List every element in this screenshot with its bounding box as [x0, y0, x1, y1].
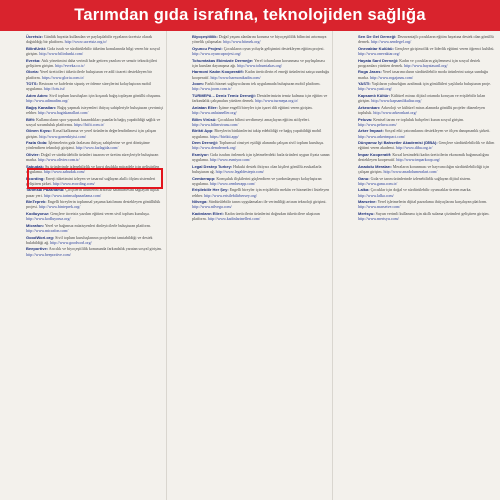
- entry-url[interactable]: http://www.micrafon.com/: [26, 227, 69, 233]
- entry-url[interactable]: http://www.bilimvirusu.com/: [192, 121, 239, 127]
- entry-name: Mertsyu:: [358, 210, 375, 216]
- entry-url[interactable]: http://www.ucretsiz.org.tr/: [64, 39, 107, 45]
- entry-name: Esmiyor:: [192, 151, 210, 157]
- directory-entry: [192, 128, 330, 138]
- directory-entry: [26, 140, 164, 150]
- entry-name: YASTI:: [358, 81, 371, 87]
- entry-description: Bireylerin birikimlerini takip edebildiği ve bağış yapabildiği mobil uygulama.: [192, 128, 322, 139]
- directory-entry: [26, 81, 164, 91]
- entry-name: Kadınların Elleri:: [192, 210, 224, 216]
- columns: [0, 31, 500, 500]
- column-2: [166, 31, 332, 500]
- entry-description: Yerel tohumların korunması ve paylaşılması için kurulan dayanışma ağı.: [192, 57, 325, 68]
- entry-name: Tarımsal Pazarlama:: [26, 187, 65, 193]
- highlight-box: [27, 168, 163, 189]
- entry-url[interactable]: http://www.rogajasns.com/: [370, 74, 414, 80]
- entry-url[interactable]: http://www.olivier.com.tr/: [38, 157, 80, 163]
- entry-name: Erişilebilir Her Şey:: [192, 187, 229, 193]
- entry-url[interactable]: http://www.bilirdunki.com/: [39, 51, 84, 56]
- directory-entry: [358, 199, 496, 209]
- entry-url[interactable]: http://www.arkerimpact.com/: [358, 133, 406, 139]
- entry-description: Denizlerimizin temiz kalması için eğitim ve farkındalık çalışmaları yürüten dernek.: [192, 92, 328, 104]
- entry-description: Arıcılık ve biyoçeşitlilik konusunda farkındalık yaratan sosyal girişim.: [48, 246, 162, 252]
- directory-entry: [192, 93, 330, 103]
- entry-description: Kullanıcıların spor yaparak kazandıkları puanlarla bağış yapabildiği sağlık ve sosyal sorumluluk platformu.: [26, 116, 161, 127]
- entry-description: Kadın üreticilerin ürünlerini doğrudan tüketicilere ulaştıran platform.: [192, 210, 320, 222]
- entry-url[interactable]: http://www.goodworl.org/: [50, 239, 92, 245]
- entry-url[interactable]: http://www.arkeonkari.org/: [373, 109, 417, 115]
- entry-description: Kırsal kalkınma ve yerel ürünlerin değerlendirilmesi için çalışan girişim.: [26, 128, 156, 139]
- entry-name: Gönen Kıyısı:: [26, 128, 52, 134]
- entry-name: Peluva:: [358, 116, 373, 122]
- entry-url[interactable]: http://www.marsetve.com/: [358, 204, 401, 210]
- entry-description: Sürdürülebilir tarım uygulamaları ile verimliliği artıran teknoloji girişimi.: [208, 199, 327, 205]
- entry-name: Dem Derneği:: [192, 140, 219, 146]
- entry-description: Arkeoloji ve kültürel miras alanında gönüllü projeler düzenleyen topluluk.: [358, 104, 485, 115]
- entry-name: Anlatan Eller:: [192, 104, 218, 110]
- entry-name: Oyuncu Projesi:: [192, 45, 223, 51]
- directory-entry: [26, 211, 164, 221]
- entry-description: Gençlere ücretsiz yazılım eğitimi veren sivil toplum kuruluşu.: [50, 210, 150, 216]
- entry-url[interactable]: http://www.lalka.com/: [358, 192, 394, 198]
- entry-name: Arker İmpact:: [358, 128, 384, 134]
- entry-url[interactable]: http://www.imparkoop.org/: [396, 157, 440, 163]
- entry-description: Doğal yaşam alanlarını koruma ve biyoçeşitlilik bilincini artırmaya yönelik çalışmalar.: [192, 34, 327, 45]
- entry-description: Çocuklar için doğal ve sürdürülebilir oyuncaklar üreten marka.: [370, 187, 472, 193]
- entry-url[interactable]: http://www.peluva.com/: [358, 121, 397, 127]
- entry-description: Gençlere girişimcilik ve liderlik eğitimi veren öğrenci kulübü.: [394, 45, 495, 51]
- entry-url[interactable]: http://www.ganu.com.tr/: [358, 180, 398, 186]
- entry-url[interactable]: https://www.gloria.com.tr/: [41, 74, 85, 80]
- entry-name: TURMEPA – Deniz Temiz Derneği:: [192, 92, 256, 98]
- directory-entry: [26, 246, 164, 256]
- entry-url[interactable]: http://www.hayatasaril.org/: [403, 62, 448, 68]
- entry-name: Olivier:: [26, 151, 40, 157]
- entry-name: Anadolu Meraları:: [358, 163, 392, 169]
- entry-url[interactable]: http://www.tarimsalpazarlama.com/: [43, 192, 102, 198]
- entry-url[interactable]: http://www.kadinlarinelleri.com/: [207, 216, 261, 222]
- directory-entry: [358, 117, 496, 127]
- entry-description: Hukuki destek ihtiyacı olan kişileri gönüllü avukatlarla buluşturan ağ.: [192, 163, 322, 174]
- entry-description: Gençlere sürdürülebilirlik ve iklim eğitimi veren akademi.: [358, 140, 495, 151]
- entry-description: Bağış yapmak isteyenleri ihtiyaç sahipleriyle buluşturan çevrimiçi rehber.: [26, 104, 164, 115]
- entry-description: Farklı hizmet sağlayıcılarını tek uygulamada buluşturan mobil platform.: [205, 81, 321, 87]
- entry-description: Restoran ve kafelerin sipariş ve ödeme süreçlerini kolaylaştıran mobil uygulama.: [26, 81, 151, 92]
- entry-name: Dünyamız İyi Bahsetler Akademisi (DİBA):: [358, 140, 438, 146]
- entry-name: Biyoçeşitlilik:: [192, 34, 218, 39]
- entry-description: Toplumsal cinsiyet eşitliği alanında çalışan sivil toplum kuruluşu.: [218, 140, 324, 146]
- entry-description: Yerel ve bağımsız müzisyenleri dinleyicilerle buluşturan platform.: [44, 222, 151, 228]
- directory-entry: [192, 81, 330, 91]
- entry-name: Legal Destep Turkey:: [192, 163, 233, 169]
- entry-name: Nilvega:: [192, 199, 208, 205]
- entry-name: GoodWorl.org:: [26, 234, 55, 240]
- entry-name: Kapsamlı Kültür:: [358, 92, 391, 98]
- directory-entry: [358, 152, 496, 162]
- directory-entry: [358, 164, 496, 174]
- directory-entry: [26, 46, 164, 56]
- directory-entry: [192, 34, 330, 44]
- entry-name: Cemberapp:: [192, 175, 216, 181]
- entry-url[interactable]: http://www.joom.com.tr/: [192, 86, 232, 92]
- entry-description: Günlük hayatta kullanılan ve paylaşılabilir eşyaların ücretsiz olarak dağıtıldığı bir platform.: [26, 34, 152, 45]
- entry-url[interactable]: http://www.anadolumeralari.com/: [383, 168, 438, 174]
- entry-description: Kültürel mirası dijital ortamda koruyan ve erişilebilir kılan girişim.: [358, 92, 486, 104]
- entry-name: Beeportive:: [26, 246, 49, 252]
- entry-description: Sivil toplum kuruluşları için koşarak bağış toplayan gönüllü oluşumu.: [49, 92, 162, 98]
- entry-name: Bifit:: [26, 116, 36, 122]
- directory-entry: [358, 34, 496, 44]
- entry-description: Komşuluk ilişkilerini güçlendiren ve yardımlaşmayı kolaylaştıran uygulama.: [192, 175, 322, 186]
- entry-description: Çiftçilerin ürünlerini aracısız satabilmesini sağlayan dijital pazar yeri.: [26, 187, 160, 198]
- entry-description: Doğal ve sürdürülebilir ürünleri tasarım ve üretim süreçleriyle buluşturan marka.: [26, 151, 159, 163]
- entry-description: Kadın üreticilerin el emeği ürünlerini satışa sunduğu kooperatif.: [192, 69, 330, 80]
- directory-entry: [358, 93, 496, 103]
- directory-entry: [358, 81, 496, 91]
- entry-url[interactable]: http://www.diba.org.tr/: [395, 145, 433, 151]
- entry-description: Gıda israfını önlemek için işletmelerdeki fazla ürünleri uygun fiyata sunan uygulama.: [192, 151, 330, 163]
- banner-title: Tarımdan gıda israfına, teknolojiden sağlığa: [0, 0, 500, 31]
- entry-description: Engelli bireylerin toplumsal yaşama katılımını destekleyen gönüllülük projesi.: [26, 199, 161, 210]
- entry-url[interactable]: http://www.sendegel.org/: [370, 39, 412, 45]
- entry-url[interactable]: http://www.sabudak.com/: [43, 168, 85, 174]
- directory-entry: [26, 93, 164, 103]
- entry-url[interactable]: http://www.nilvega.com/: [192, 204, 232, 210]
- entry-url[interactable]: http://www.kapsamlikultur.org/: [371, 98, 422, 104]
- entry-name: Fazla Gıda:: [26, 140, 48, 146]
- entry-description: Yerel işletmelerin dijital pazarlama ihtiyaçlarını karşılayan platform.: [377, 199, 488, 205]
- entry-name: İmpar Kooperatif:: [358, 151, 392, 157]
- directory-entry: [26, 105, 164, 115]
- entry-name: Tohumtakas Ekimizde Dermeğe:: [192, 57, 254, 63]
- entry-description: Enerji tüketimini izleyen ve tasarruf sağlayan akıllı ölçüm sistemleri geliştiren şirket.: [26, 175, 156, 186]
- entry-description: Kırsal kesimdeki kadın üreticilerin ekonomik bağımsızlığını destekleyen kooperatif.: [358, 151, 489, 163]
- entry-name: Bağış Kanalları:: [26, 104, 57, 110]
- entry-name: Roga Jasns:: [358, 69, 382, 75]
- entry-url[interactable]: http://www.adimadim.org/: [26, 98, 69, 104]
- entry-description: Su ürünlerinde izlenebilirlik ve kayıt dışılıkla mücadele için geliştirilen uygulama.: [26, 163, 160, 174]
- entry-url[interactable]: http://www.cemberapp.com/: [209, 180, 256, 186]
- entry-name: Adım Adım:: [26, 92, 49, 98]
- column-1: [0, 31, 166, 500]
- entry-url[interactable]: http://www.binteprek.org/: [38, 204, 81, 210]
- entry-description: Sivil toplum kuruluşlarının projelerini tanıtabildiği ve destek bulabildiği ağ.: [26, 234, 153, 245]
- directory-entry: [192, 199, 330, 209]
- entry-name: Hayata Sarıl Derneği:: [358, 57, 399, 63]
- directory-entry: [358, 176, 496, 186]
- entry-name: Sabudak:: [26, 163, 45, 169]
- entry-name: Ganu:: [358, 175, 370, 181]
- directory-entry: [192, 176, 330, 186]
- entry-url[interactable]: http://www.fazlagida.com/: [75, 145, 119, 151]
- entry-description: Meraların korunması ve hayvancılığın sürdürülebilirliği için çalışan girişim.: [358, 163, 490, 174]
- entry-description: Suyun verimli kullanımı için akıllı sulama çözümleri geliştiren girişim.: [375, 210, 490, 216]
- entry-description: İşletmelerin gıda fazlasını ihtiyaç sahiplerine ve geri dönüşüme yönlendiren teknoloji girişimi.: [26, 140, 150, 151]
- entry-description: Çocuklara bilimi sevdirmeyi amaçlayan eğitim atölyeleri.: [217, 116, 310, 122]
- entry-url[interactable]: http://www.bagiskanallari.com/: [38, 109, 89, 115]
- entry-url[interactable]: http://www.tohumtakas.org/: [237, 62, 282, 68]
- entry-url[interactable]: http://www.turmepa.org.tr/: [255, 98, 299, 104]
- directory-entry: [192, 58, 330, 68]
- entry-description: Kentsel tarım ve topluluk bahçeleri kuran sosyal girişim.: [373, 116, 465, 122]
- entry-name: Micrafon:: [26, 222, 44, 228]
- entry-url[interactable]: http://www.yasti.org/: [358, 86, 392, 92]
- directory-entry: [26, 223, 164, 233]
- entry-description: Sosyal etki yatırımlarını destekleyen ve ölçen danışmanlık şirketi.: [384, 128, 491, 134]
- directory-entry: [26, 199, 164, 209]
- directory-entry: [26, 69, 164, 79]
- entry-name: Marsetve:: [358, 199, 377, 205]
- entry-url[interactable]: http://www.gonenkiyisi.com/: [39, 133, 86, 139]
- entry-name: Ecording:: [26, 175, 45, 181]
- directory-entry: [192, 211, 330, 221]
- directory-entry: [26, 58, 164, 68]
- directory-entry: [26, 34, 164, 44]
- column-3: [332, 31, 498, 500]
- entry-url[interactable]: http://www.oyuncuprojesi.org/: [192, 51, 241, 56]
- entry-description: Atık yönetimini daha verimli hale getiren yazılım ve sensör teknolojileri geliştiren girişim.: [26, 57, 158, 68]
- entry-name: BinTeprek:: [26, 199, 47, 205]
- directory-entry: [358, 140, 496, 150]
- entry-url[interactable]: http://www.demdernek.org/: [192, 145, 237, 151]
- directory-entry: [192, 69, 330, 79]
- directory-entry: [26, 117, 164, 127]
- entry-url[interactable]: http://www.ecording.com/: [52, 180, 95, 186]
- entry-url[interactable]: http://www.harmonikadin.com/: [210, 74, 261, 80]
- entry-description: Çocukların oyun yoluyla gelişimini destekleyen eğitim projesi.: [223, 45, 325, 51]
- entry-description: Engelli bireyler için erişilebilir mekân ve hizmetleri listeleyen rehber.: [192, 187, 330, 198]
- entry-url[interactable]: http://www.bitmek.org/: [223, 39, 261, 45]
- entry-url[interactable]: http://www.anlataneller.org/: [192, 109, 237, 115]
- entry-name: Gloria:: [26, 69, 39, 75]
- entry-name: TOTS:: [26, 81, 38, 87]
- entry-name: Onevaktar Kulübü:: [358, 45, 394, 51]
- directory-entry: [192, 140, 330, 150]
- entry-name: Birikti App:: [192, 128, 214, 134]
- directory-entry: [26, 152, 164, 162]
- entry-url[interactable]: http://www.legaldesteptr.com/: [215, 168, 264, 174]
- entry-name: Sen De Gel Derneği:: [358, 34, 397, 39]
- entry-url[interactable]: https://bifit.com.tr/: [74, 121, 105, 127]
- directory-entry: [192, 164, 330, 174]
- entry-name: Lalka:: [358, 187, 370, 193]
- directory-entry: [192, 187, 330, 197]
- directory-entry: [358, 187, 496, 197]
- entry-description: Yerel üreticileri tüketicilerle buluşturan ve adil ticareti destekleyen bir platform.: [26, 69, 152, 80]
- entry-name: Evreka:: [26, 57, 41, 63]
- directory-entry: [358, 128, 496, 138]
- entry-description: Yerel tasarımcıların sürdürülebilir moda ürünlerini satışa sunduğu marka.: [358, 69, 489, 80]
- entry-url[interactable]: http://www.esmiyor.com/: [209, 157, 251, 163]
- directory-entry: [26, 235, 164, 245]
- entry-url[interactable]: http://evreka.co.tr/: [55, 62, 85, 68]
- entry-description: İşitme engelli bireyler için işaret dili eğitimi veren girişim.: [218, 104, 313, 110]
- entry-name: Joom:: [192, 81, 204, 87]
- entry-url[interactable]: http://www.onevaktar.org/: [358, 51, 400, 56]
- directory-entry: [358, 69, 496, 79]
- entry-name: BilirdUnki:: [26, 45, 47, 51]
- entry-name: Bilim Virüsü:: [192, 116, 217, 122]
- directory-entry: [192, 46, 330, 56]
- entry-name: Kodluyoruz:: [26, 210, 50, 216]
- entry-url[interactable]: http://www.kodluyoruz.org/: [26, 216, 71, 222]
- directory-entry: [358, 46, 496, 56]
- directory-entry: [192, 152, 330, 162]
- directory-entry: [192, 117, 330, 127]
- entry-name: Arkeonkarı:: [358, 104, 381, 110]
- directory-entry: [358, 58, 496, 68]
- directory-entry: [192, 105, 330, 115]
- entry-url[interactable]: http://www.erisilebilirhersey.org/: [204, 192, 257, 198]
- entry-description: Gıda ve tarım ürünlerinde izlenebilirlik sağlayan dijital sistem.: [370, 175, 471, 181]
- entry-url[interactable]: https://birikti.app/: [209, 133, 239, 139]
- entry-description: Dezavantajlı çocukların eğitim hayatına destek olan gönüllü dernek.: [358, 34, 494, 45]
- entry-description: Yaşlıların yalnızlığını azaltmak için gönüllüleri yaşlılarla buluşturan proje.: [371, 81, 491, 87]
- entry-url[interactable]: http://tots.ist/: [43, 86, 66, 92]
- entry-name: Ücretsiz:: [26, 34, 43, 39]
- entry-name: Harmoni Kadın Kooperatifi:: [192, 69, 245, 75]
- directory-entry: [358, 211, 496, 221]
- entry-url[interactable]: http://www.mertsyu.com/: [358, 216, 399, 222]
- directory-entry: [26, 128, 164, 138]
- directory-entry: [358, 105, 496, 115]
- entry-description: Gıda israfı ve sürdürülebilir tüketim konularında bilgi veren bir sosyal girişim.: [26, 45, 160, 56]
- entry-url[interactable]: http://www.beeportive.com/: [26, 251, 71, 257]
- entry-description: Kadın ve çocukların güçlenmesi için sosyal destek programları yürüten dernek.: [358, 57, 481, 68]
